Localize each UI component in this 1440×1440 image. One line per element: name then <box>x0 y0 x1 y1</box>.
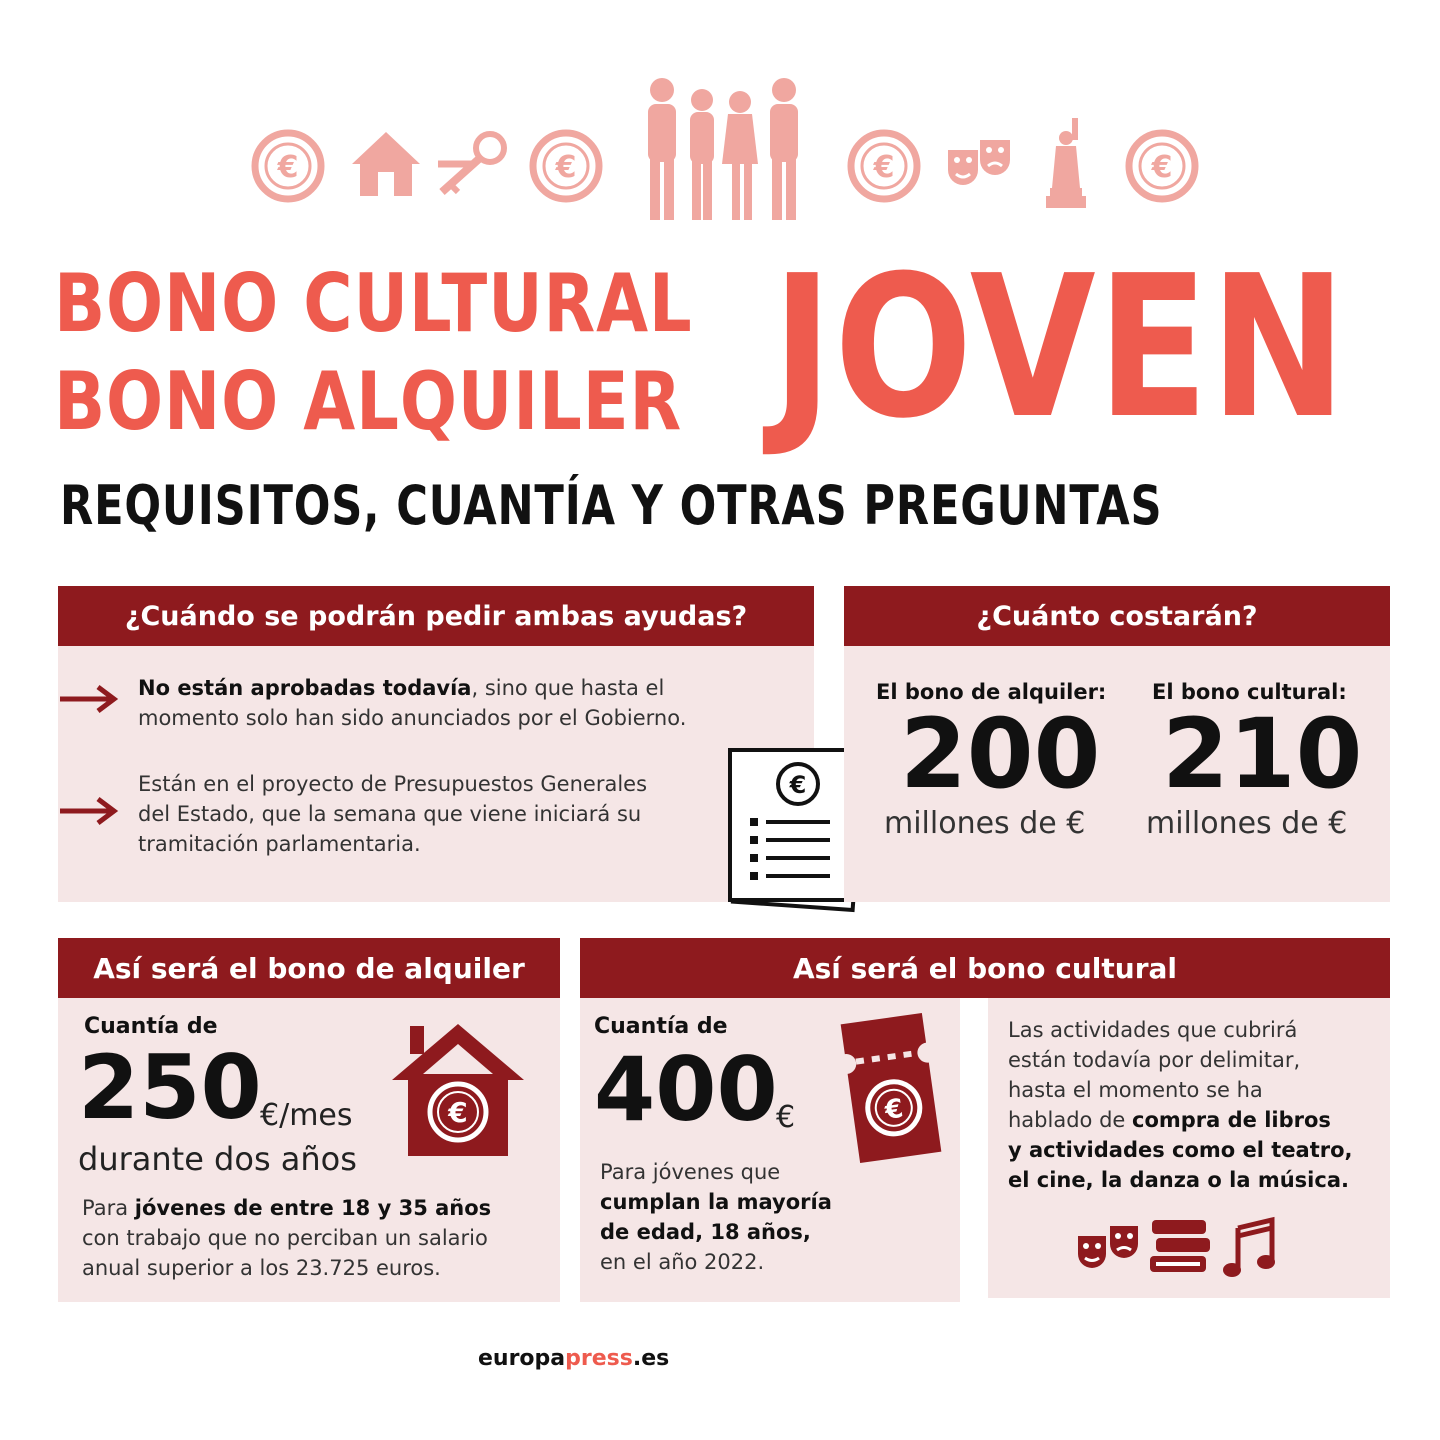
cost-cultural-unit: millones de € <box>1146 806 1348 841</box>
cultural-desc-line2: están todavía por delimitar, <box>1008 1048 1301 1072</box>
cultural-desc4a: hablado de <box>1008 1108 1132 1132</box>
footer-part2: press <box>565 1346 633 1371</box>
alquiler-cuantia-label: Cuantía de <box>84 1014 218 1039</box>
statue-icon <box>1040 118 1090 210</box>
cultural-desc-line5: y actividades como el teatro, <box>1008 1138 1353 1162</box>
cultural-heading: Así será el bono cultural <box>792 951 1178 985</box>
title-bono-cultural: BONO CULTURAL <box>54 257 693 350</box>
cultural-heading-bar <box>580 938 1390 998</box>
header-icons <box>0 70 1440 240</box>
cultural-para-line2: cumplan la mayoría <box>600 1190 832 1214</box>
cost-heading-bar <box>844 586 1390 646</box>
when-item1-line1 <box>138 676 664 700</box>
alquiler-para: Para <box>82 1196 135 1220</box>
svg-text:€: € <box>277 150 299 185</box>
euro-coin-icon <box>846 128 922 204</box>
when-item2-line1: Están en el proyecto de Presupuestos Generales <box>138 772 648 796</box>
alquiler-heading-bar <box>58 938 560 998</box>
cultural-desc-line4 <box>1008 1108 1331 1132</box>
ticket-euro-icon <box>836 1008 946 1168</box>
svg-text:€: € <box>873 150 895 185</box>
alquiler-amount: 250 <box>78 1036 262 1139</box>
title-bono-alquiler: BONO ALQUILER <box>54 355 683 448</box>
house-icon <box>350 128 422 200</box>
arrow-right-icon <box>60 684 120 714</box>
alquiler-para-line2: con trabajo que no perciban un salario <box>82 1226 488 1250</box>
cultural-amount: 400 <box>594 1038 778 1141</box>
when-item1-line2: momento solo han sido anunciados por el Gobierno. <box>138 706 687 730</box>
music-note-icon <box>1222 1216 1276 1280</box>
svg-text:€: € <box>789 771 807 799</box>
cultural-desc-line6: el cine, la danza o la música. <box>1008 1168 1349 1192</box>
euro-coin-icon <box>528 128 604 204</box>
svg-text:€: € <box>555 150 577 185</box>
cost-cultural-amount: 210 <box>1162 698 1363 810</box>
cost-cultural-label: El bono cultural: <box>1152 680 1347 704</box>
when-item1-rest1: , sino que hasta el <box>471 676 665 700</box>
cultural-para-line3: de edad, 18 años, <box>600 1220 811 1244</box>
cultural-unit: € <box>776 1100 796 1135</box>
cultural-para-line4: en el año 2022. <box>600 1250 765 1274</box>
alquiler-para-line1 <box>82 1196 491 1220</box>
footer-source <box>478 1346 669 1371</box>
page-subtitle: REQUISITOS, CUANTÍA Y OTRAS PREGUNTAS <box>60 474 1163 537</box>
svg-text:€: € <box>883 1093 906 1126</box>
theater-masks-icon <box>1074 1220 1144 1284</box>
alquiler-duration: durante dos años <box>78 1140 357 1178</box>
cultural-desc4b: compra de libros <box>1132 1108 1331 1132</box>
title-joven: JOVEN <box>772 234 1348 462</box>
euro-coin-icon <box>250 128 326 204</box>
keys-icon <box>432 126 512 202</box>
cost-heading: ¿Cuánto costarán? <box>976 600 1258 632</box>
alquiler-para-bold: jóvenes de entre 18 y 35 años <box>134 1196 492 1220</box>
alquiler-unit: €/mes <box>260 1098 353 1133</box>
house-euro-icon <box>388 1020 528 1158</box>
when-item1-bold: No están aprobadas todavía <box>138 676 472 700</box>
cost-alquiler-label: El bono de alquiler: <box>876 680 1107 704</box>
alquiler-para-line3: anual superior a los 23.725 euros. <box>82 1256 441 1280</box>
cost-alquiler-unit: millones de € <box>884 806 1086 841</box>
arrow-right-icon <box>60 796 120 826</box>
svg-text:€: € <box>448 1096 468 1129</box>
books-icon <box>1148 1216 1212 1282</box>
alquiler-heading: Así será el bono de alquiler <box>93 951 525 985</box>
when-item2-line3: tramitación parlamentaria. <box>138 832 421 856</box>
cost-alquiler-amount: 200 <box>900 698 1101 810</box>
theater-masks-icon <box>944 136 1016 200</box>
footer-part1: europa <box>478 1346 566 1371</box>
cultural-desc-line3: hasta el momento se ha <box>1008 1078 1263 1102</box>
cultural-cuantia-label: Cuantía de <box>594 1014 728 1039</box>
when-item2-line2: del Estado, que la semana que viene iniciará su <box>138 802 642 826</box>
cultural-desc-line1: Las actividades que cubrirá <box>1008 1018 1298 1042</box>
young-people-icon <box>636 76 816 226</box>
when-heading: ¿Cuándo se podrán pedir ambas ayudas? <box>124 600 748 632</box>
euro-coin-icon <box>1124 128 1200 204</box>
footer-part3: .es <box>632 1346 670 1371</box>
svg-text:€: € <box>1151 150 1173 185</box>
when-heading-bar <box>58 586 814 646</box>
cultural-para-line1: Para jóvenes que <box>600 1160 781 1184</box>
